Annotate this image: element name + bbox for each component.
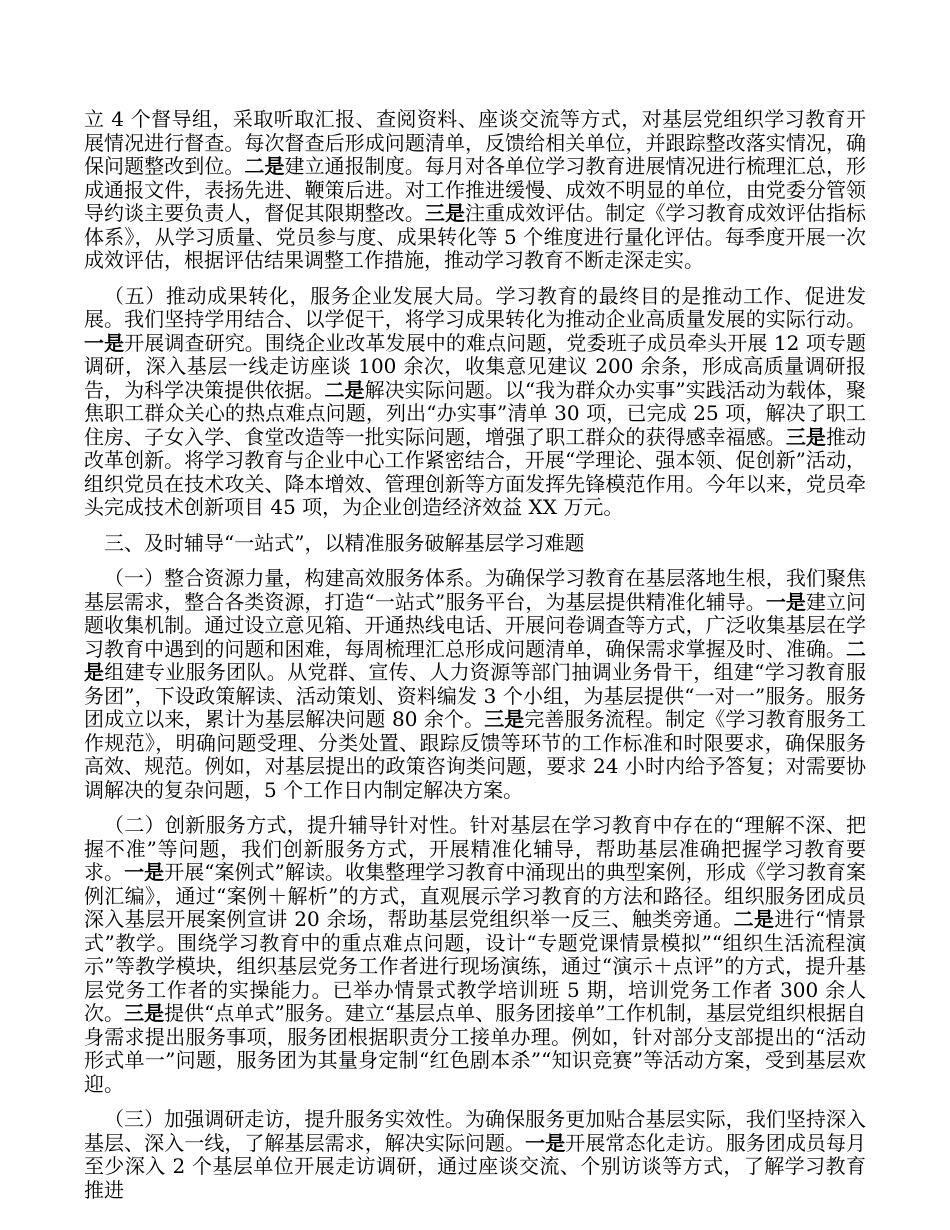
paragraph [84, 567, 866, 802]
text-run: 完善服务流程。制定《学习教育服务工作规范》，明确问题受理、分类处置、跟踪反馈等环节的工作标准和时限要求，确保服务高效、规范。例如，对基层提出的政策咨询类问题，要求 24 小时内给予答复；对需要协调解决的复杂问题，5 个工作日内制定解决方案。 [84, 707, 867, 802]
bold-run: 二是 [244, 154, 285, 178]
text-run: （二）创新服务方式，提升辅导针对性。针对基层在学习教育中存在的“理解不深、把握不准”等问题，我们创新服务方式，开展精准化辅导，帮助基层准确把握学习教育要求。 [84, 813, 866, 884]
paragraph [84, 814, 866, 1096]
text-run: 开展常态化走访。服务团成员每月至少深入 2 个基层单位开展走访调研，通过座谈交流、个别访谈等方式，了解学习教育推进 [84, 1130, 867, 1202]
paragraph [84, 1108, 866, 1202]
text-run: 推动改革创新。将学习教育与企业中心工作紧密结合，开展“学理论、强本领、促创新”活动，组织党员在技术攻关、降本增效、管理创新等方面发挥先锋模范作用。今年以来，党员牵头完成技术创新项目 45 项，为企业创造经济效益 XX 万元。 [84, 424, 867, 519]
text-run: 建立通报制度。每月对各单位学习教育进展情况进行梳理汇总，形成通报文件，表扬先进、鞭策后进。对工作推进缓慢、成效不明显的单位，由党委分管领导约谈主要负责人，督促其限期整改。 [84, 154, 867, 225]
text-run: （三）加强调研走访，提升服务实效性。为确保服务更加贴合基层实际，我们坚持深入基层、深入一线，了解基层需求，解决实际问题。 [84, 1107, 866, 1155]
bold-run: 一是 [525, 1130, 566, 1155]
text-run: 注重成效评估。制定《学习教育成效评估指标体系》，从学习质量、党员参与度、成果转化等 5 个维度进行量化评估。每季度开展一次成效评估，根据评估结果调整工作措施，推动学习教育不断走深走实。 [84, 201, 867, 272]
paragraph [84, 108, 866, 273]
bold-run: 一是 [124, 860, 165, 884]
bold-run: 三是 [484, 707, 525, 731]
bold-run: 二是 [84, 636, 866, 684]
document-body [84, 108, 866, 1202]
text-run: （五）推动成果转化，服务企业发展大局。学习教育的最终目的是推动工作、促进发展。我们坚持学用结合、以学促干，将学习成果转化为推动企业高质量发展的实际行动。 [84, 283, 866, 331]
text-run: （一）整合资源力量，构建高效服务体系。为确保学习教育在基层落地生根，我们聚焦基层需求，整合各类资源，打造“一站式”服务平台，为基层提供精准化辅导。 [84, 566, 866, 614]
bold-run: 二是 [733, 907, 775, 931]
bold-run: 三是 [785, 424, 826, 449]
text-run: 开展“案例式”解读。收集整理学习教育中涌现出的典型案例，形成《学习教育案例汇编》，通过“案例＋解析”的方式，直观展示学习教育的方法和路径。组织服务团成员深入基层开展案例宣讲 20 余场，帮助基层党组织举一反三、触类旁通。 [84, 860, 867, 931]
bold-run: 三是 [124, 1001, 165, 1025]
bold-run: 三是 [424, 201, 466, 225]
section-heading [84, 532, 866, 556]
bold-run: 一是 [84, 330, 125, 355]
bold-run: 一是 [765, 589, 806, 614]
text-run: 三、及时辅导“一站式”，以精准服务破解基层学习难题 [104, 530, 585, 555]
text-run: 解决实际问题。以“我为群众办实事”实践活动为载体，聚焦职工群众关心的热点难点问题，列出“办实事”清单 30 项，已完成 25 项，解决了职工住房、子女入学、食堂改造等一批实际问题，增强了职工群众的获得感幸福感。 [84, 377, 867, 449]
text-run: 提供“点单式”服务。建立“基层点单、服务团接单”工作机制，基层党组织根据自身需求提出服务事项，服务团根据职责分工接单办理。例如，针对部分支部提出的“活动形式单一”问题，服务团为其量身定制“红色剧本杀”“知识竞赛”等活动方案，受到基层欢迎。 [84, 1001, 867, 1096]
text-run: 进行“情景式”教学。围绕学习教育中的重点难点问题，设计“专题党课情景模拟”“组织生活流程演示”等教学模块，组织基层党务工作者进行现场演练，通过“演示＋点评”的方式，提升基层党务工作者的实操能力。已举办情景式教学培训班 5 期，培训党务工作者 300 余人次。 [84, 907, 866, 1025]
text-run: 建立问题收集机制。通过设立意见箱、开通热线电话、开展问卷调查等方式，广泛收集基层在学习教育中遇到的问题和困难，每周梳理汇总形成问题清单，确保需求掌握及时、准确。 [84, 589, 867, 661]
bold-run: 二是 [324, 377, 365, 402]
paragraph [84, 285, 866, 520]
text-run: 立 4 个督导组，采取听取汇报、查阅资料、座谈交流等方式，对基层党组织学习教育开展情况进行督查。每次督查后形成问题清单，反馈给相关单位，并跟踪整改落实情况，确保问题整改到位。 [84, 107, 866, 178]
text-run: 开展调查研究。围绕企业改革发展中的难点问题，党委班子成员牵头开展 12 项专题调研，深入基层一线走访座谈 100 余次，收集意见建议 200 余条，形成高质量调研报告，为科学决策提供依据。 [84, 330, 866, 402]
text-run: 组建专业服务团队。从党群、宣传、人力资源等部门抽调业务骨干，组建“学习教育服务团”，下设政策解读、活动策划、资料编发 3 个小组，为基层提供“一对一”服务。服务团成立以来，累计为基层解决问题 80 余个。 [84, 660, 866, 731]
